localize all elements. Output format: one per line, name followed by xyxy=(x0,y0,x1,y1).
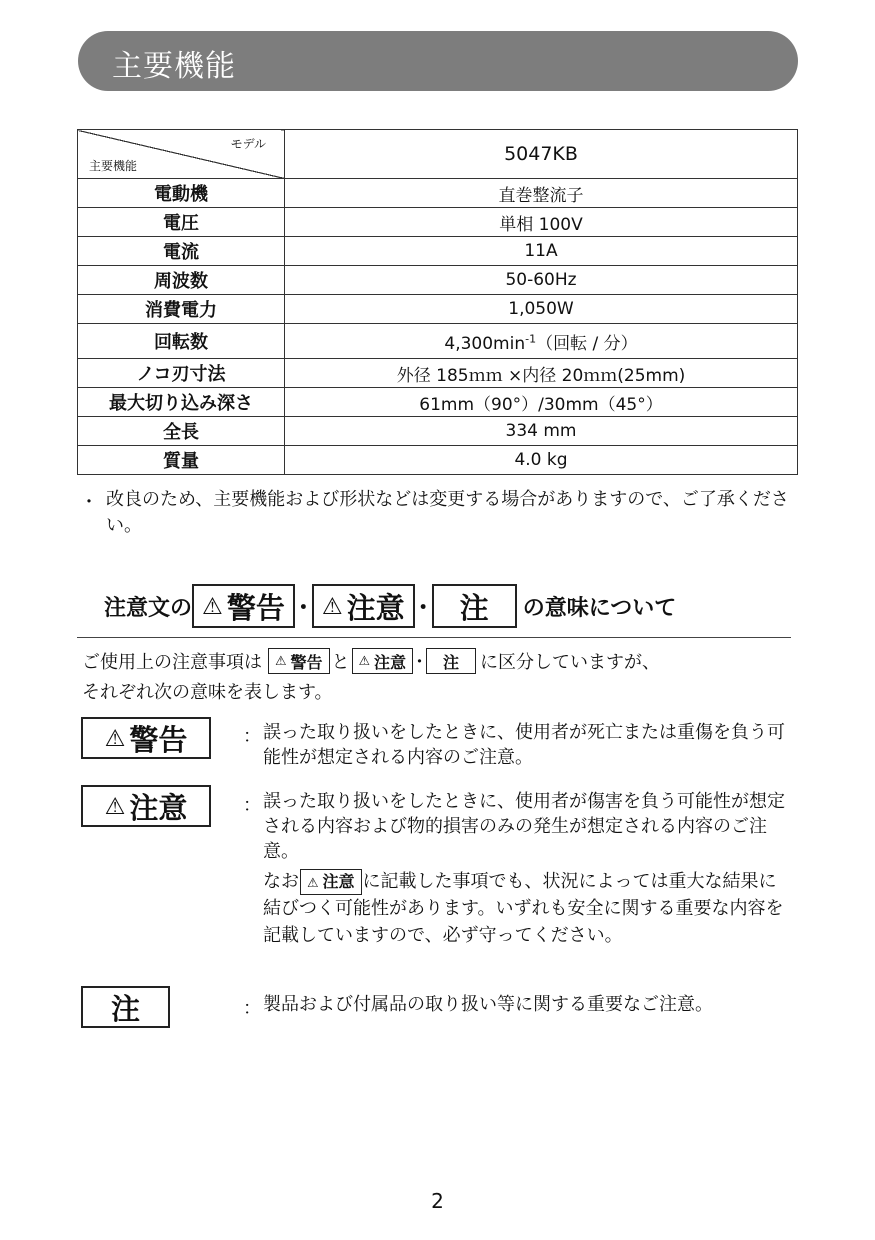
caution-inline-label: ⚠ 注意 xyxy=(352,648,414,674)
section-banner xyxy=(78,31,798,91)
rpm-exponent: -1 xyxy=(525,331,537,345)
warning-triangle-icon: ⚠ xyxy=(104,724,126,752)
caution-definition-label: ⚠ 注意 xyxy=(81,785,211,827)
model-name: 5047KB xyxy=(285,130,798,179)
warning-definition-text: 誤った取り扱いをしたときに、使用者が死亡または重傷を負う可能性が想定される内容のご注意。 xyxy=(263,722,785,768)
note-label: 注 xyxy=(459,590,489,625)
warning-triangle-icon: ⚠ xyxy=(321,592,343,620)
note-inline-label: 注 xyxy=(426,648,476,674)
spec-table xyxy=(77,129,798,475)
intro-line-2: それぞれ次の意味を表します。 xyxy=(82,682,333,703)
row-value: 334 mm xyxy=(285,417,798,446)
heading-separator: ･ xyxy=(297,595,309,621)
note-definition-label: 注 xyxy=(81,986,170,1028)
row-label: 全長 xyxy=(78,417,285,446)
caution-definition-text: 誤った取り扱いをしたときに、使用者が傷害を負う可能性が想定される内容および物的損害のみの発生が想定される内容のご注意。 xyxy=(263,791,785,862)
row-value: 1,050W xyxy=(285,295,798,324)
row-label: 電圧 xyxy=(78,208,285,237)
warning-definition-label: ⚠ 警告 xyxy=(81,717,211,759)
row-label: ノコ刃寸法 xyxy=(78,359,285,388)
row-value: 4.0 kg xyxy=(285,446,798,475)
table-header-row xyxy=(78,130,798,179)
intro-text: に区分していますが、 xyxy=(480,652,661,673)
definition-colon: ： xyxy=(243,726,261,747)
note-bullet: ・ xyxy=(80,492,98,513)
rpm-unit: （回転 / 分） xyxy=(536,333,638,354)
heading-separator: ･ xyxy=(417,595,429,621)
caution-label-box xyxy=(312,584,415,628)
divider xyxy=(77,637,791,638)
row-value: 11A xyxy=(285,237,798,266)
warning-label: 警告 xyxy=(226,590,285,625)
warning-triangle-icon: ⚠ xyxy=(275,653,287,669)
note-label-box xyxy=(432,584,517,628)
intro-text: ご使用上の注意事項は xyxy=(82,652,262,673)
warning-triangle-icon: ⚠ xyxy=(358,653,370,669)
page-number: 2 xyxy=(431,1189,444,1213)
section-title: 主要機能 xyxy=(112,49,236,84)
table-row xyxy=(78,388,798,417)
warning-triangle-icon: ⚠ xyxy=(202,592,223,620)
row-label: 消費電力 xyxy=(78,295,285,324)
intro-line-1 xyxy=(82,647,660,675)
table-row xyxy=(78,295,798,324)
caution-extra-text: なお ⚠ 注意 に記載した事項でも、状況によっては重大な結果に結びつく可能性があります。いずれも安全に関する重要な内容を記載していますので、必ず守ってください。 xyxy=(263,871,784,946)
caution-inline-label: ⚠ 注意 xyxy=(300,869,362,895)
definition-colon: ： xyxy=(243,795,261,816)
warning-triangle-icon: ⚠ xyxy=(104,792,126,820)
table-corner-cell xyxy=(78,130,285,179)
heading-suffix: の意味について xyxy=(522,595,677,621)
table-row xyxy=(78,446,798,475)
table-row xyxy=(78,417,798,446)
table-row xyxy=(78,179,798,208)
row-label: 電流 xyxy=(78,237,285,266)
row-value: 直巻整流子 xyxy=(285,179,798,208)
row-label: 電動機 xyxy=(78,179,285,208)
corner-function-label: 主要機能 xyxy=(89,159,138,173)
row-value: 外径 185ｍｍ ×内径 20ｍｍ(25mm) xyxy=(285,359,798,388)
table-row xyxy=(78,359,798,388)
table-row xyxy=(78,266,798,295)
row-value: 61mm（90°）/30mm（45°） xyxy=(285,388,798,417)
warning-label-box xyxy=(192,584,295,628)
definition-colon: ： xyxy=(243,998,261,1019)
row-value: 単相 100V xyxy=(285,208,798,237)
row-label: 最大切り込み深さ xyxy=(78,388,285,417)
rpm-value: 4,300min xyxy=(444,333,526,354)
row-value xyxy=(285,324,798,359)
table-row xyxy=(78,237,798,266)
row-label: 回転数 xyxy=(78,324,285,359)
caution-meaning-heading xyxy=(104,582,676,630)
row-value: 50-60Hz xyxy=(285,266,798,295)
row-label: 周波数 xyxy=(78,266,285,295)
intro-dot: ･ xyxy=(415,652,424,673)
warning-inline-label: ⚠ 警告 xyxy=(268,648,330,674)
heading-prefix: 注意文の xyxy=(104,595,193,621)
note-definition-text: 製品および付属品の取り扱い等に関する重要なご注意。 xyxy=(263,994,713,1015)
warning-triangle-icon: ⚠ xyxy=(307,876,319,891)
caution-label: 注意 xyxy=(346,590,405,625)
intro-and: と xyxy=(331,652,350,673)
table-row xyxy=(78,208,798,237)
row-label: 質量 xyxy=(78,446,285,475)
note-text: 改良のため、主要機能および形状などは変更する場合がありますので、ご了承ください。 xyxy=(106,489,789,536)
table-row xyxy=(78,324,798,359)
corner-model-label: モデル xyxy=(230,137,266,151)
